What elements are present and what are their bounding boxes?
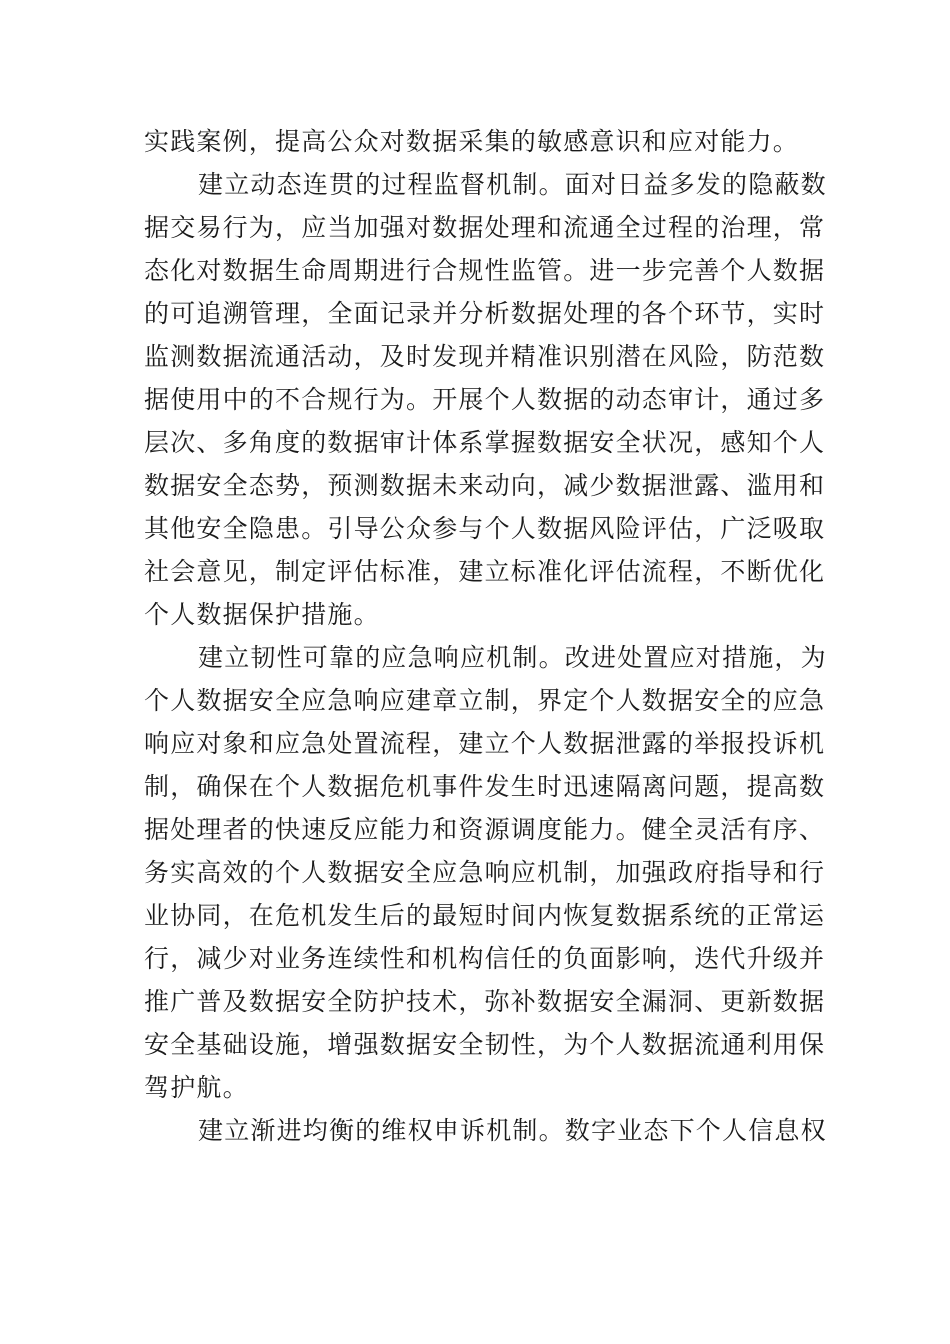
- text-line: 制，确保在个人数据危机事件发生时迅速隔离问题，提高数: [144, 772, 826, 801]
- text-line: 监测数据流通活动，及时发现并精准识别潜在风险，防范数: [144, 342, 826, 371]
- text-line: 其他安全隐患。引导公众参与个人数据风险评估，广泛吸取: [144, 514, 826, 543]
- text-line: 行，减少对业务连续性和机构信任的负面影响，迭代升级并: [144, 944, 826, 973]
- text-line: 据交易行为，应当加强对数据处理和流通全过程的治理，常: [144, 213, 826, 242]
- text-line: 安全基础设施，增强数据安全韧性，为个人数据流通利用保: [144, 1030, 826, 1059]
- text-line: 个人数据安全应急响应建章立制，界定个人数据安全的应急: [144, 686, 826, 715]
- text-line: 的可追溯管理，全面记录并分析数据处理的各个环节，实时: [144, 299, 826, 328]
- text-line: 数据安全态势，预测数据未来动向，减少数据泄露、滥用和: [144, 471, 826, 500]
- text-line: 实践案例，提高公众对数据采集的敏感意识和应对能力。: [144, 127, 800, 156]
- text-line: 据处理者的快速反应能力和资源调度能力。健全灵活有序、: [144, 815, 826, 844]
- text-line: 驾护航。: [144, 1073, 249, 1102]
- text-line: 个人数据保护措施。: [144, 600, 380, 629]
- text-line: 层次、多角度的数据审计体系掌握数据安全状况，感知个人: [144, 428, 826, 457]
- paragraph-start-line: 建立动态连贯的过程监督机制。面对日益多发的隐蔽数: [198, 170, 827, 199]
- text-line: 业协同，在危机发生后的最短时间内恢复数据系统的正常运: [144, 901, 826, 930]
- body-text: [144, 120, 827, 1152]
- paragraph-start-line: 建立韧性可靠的应急响应机制。改进处置应对措施，为: [198, 643, 827, 672]
- text-line: 务实高效的个人数据安全应急响应机制，加强政府指导和行: [144, 858, 826, 887]
- text-line: 社会意见，制定评估标准，建立标准化评估流程，不断优化: [144, 557, 826, 586]
- text-line: 推广普及数据安全防护技术，弥补数据安全漏洞、更新数据: [144, 987, 826, 1016]
- text-line: 据使用中的不合规行为。开展个人数据的动态审计，通过多: [144, 385, 826, 414]
- text-line: 态化对数据生命周期进行合规性监管。进一步完善个人数据: [144, 256, 826, 285]
- text-line: 响应对象和应急处置流程，建立个人数据泄露的举报投诉机: [144, 729, 826, 758]
- paragraph-start-line: 建立渐进均衡的维权申诉机制。数字业态下个人信息权: [198, 1116, 827, 1145]
